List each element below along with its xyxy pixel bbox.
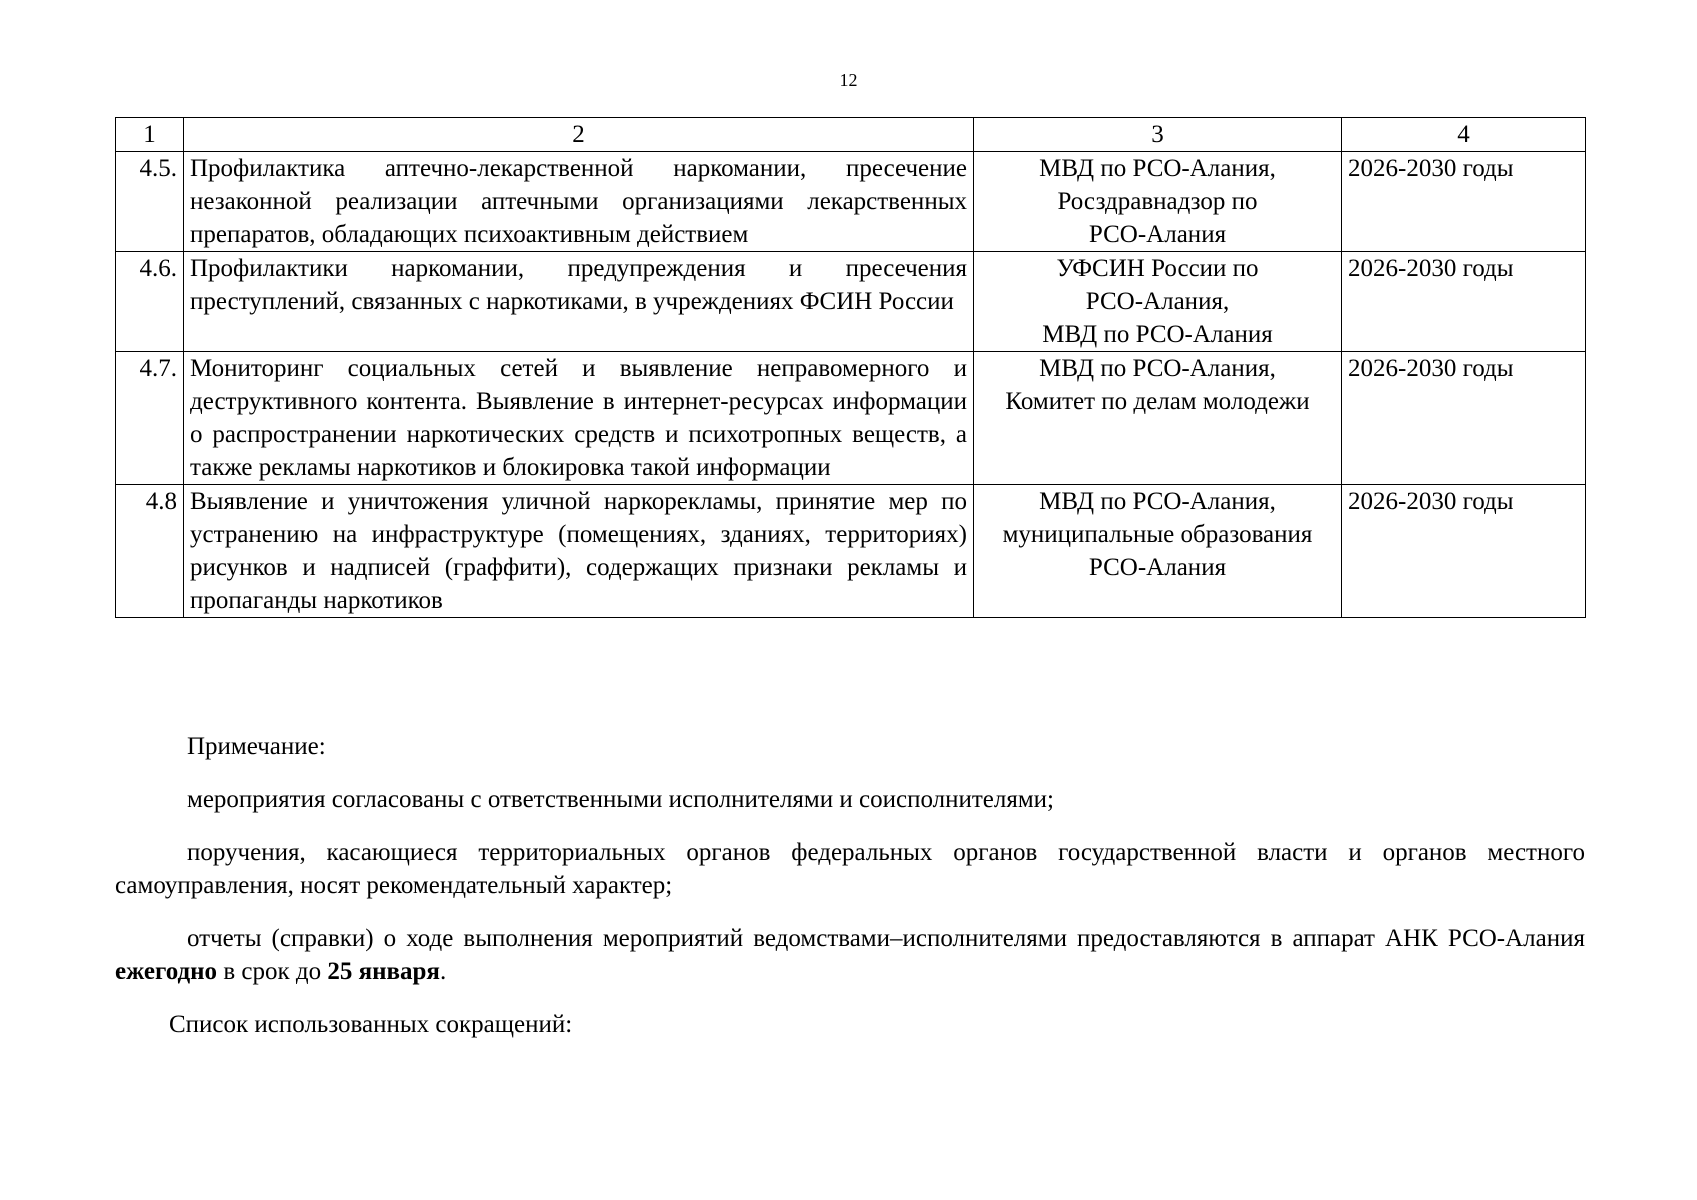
measures-table [115,117,1586,618]
table-row [116,152,1586,252]
executor-cell [974,352,1342,485]
note-text: отчеты (справки) о ходе выполнения мероприятий ведомствами–исполнителями предоставляются в аппарат АНК РСО-Алания [187,925,1585,952]
table-header-row [116,118,1586,152]
measure-text: Выявление и уничтожения уличной наркорекламы, принятие мер по устранению на инфраструктуре (помещениях, зданиях, территориях) рисунков и надписей (граффити), содержащих признаки рекламы и пропаганды наркотиков [184,485,974,618]
term-cell: 2026-2030 годы [1342,485,1586,618]
executor-line: Росздравнадзор по [1057,188,1258,215]
executor-cell [974,252,1342,352]
note-item-reports [115,922,1585,988]
row-number: 4.5. [116,152,184,252]
abbreviations-title: Список использованных сокращений: [169,1011,573,1038]
table-row [116,252,1586,352]
note-bold-annually: ежегодно [115,958,218,985]
header-col-4: 4 [1342,118,1586,152]
term-cell: 2026-2030 годы [1342,252,1586,352]
executor-line: РСО-Алания [1088,221,1227,248]
row-number: 4.6. [116,252,184,352]
executor-line: МВД по РСО-Алания, [1039,355,1276,382]
note-item: мероприятия согласованы с ответственными исполнителями и соисполнителями; [187,786,1055,813]
executor-line: МВД по РСО-Алания, [1039,155,1276,182]
row-number: 4.8 [116,485,184,618]
table-row [116,352,1586,485]
executor-line: РСО-Алания [1088,554,1227,581]
note-text: . [439,958,447,985]
notes-section [115,730,1585,1061]
term-cell: 2026-2030 годы [1342,152,1586,252]
measure-text: Профилактика аптечно-лекарственной наркомании, пресечение незаконной реализации аптечными организациями лекарственных препаратов, обладающих психоактивным действием [184,152,974,252]
executor-line: УФСИН России по [1056,255,1259,282]
executor-line: МВД по РСО-Алания [1042,321,1273,348]
executor-line: Комитет по делам молодежи [1005,388,1310,415]
note-item: поручения, касающиеся территориальных органов федеральных органов государственной власти и органов местного самоуправления, носят рекомендательный характер; [115,839,1585,899]
executor-cell [974,485,1342,618]
measure-text: Мониторинг социальных сетей и выявление неправомерного и деструктивного контента. Выявление в интернет-ресурсах информации о распространении наркотических средств и психотропных веществ, а также рекламы наркотиков и блокировка такой информации [184,352,974,485]
note-text: в срок до [217,958,328,985]
measure-text: Профилактики наркомании, предупреждения и пресечения преступлений, связанных с наркотиками, в учреждениях ФСИН России [184,252,974,352]
header-col-2: 2 [184,118,974,152]
page-number: 12 [839,70,858,90]
header-col-3: 3 [974,118,1342,152]
note-bold-deadline: 25 января [327,958,440,985]
term-cell: 2026-2030 годы [1342,352,1586,485]
notes-title: Примечание: [187,733,326,760]
executor-cell [974,152,1342,252]
executor-line: МВД по РСО-Алания, [1039,488,1276,515]
row-number: 4.7. [116,352,184,485]
executor-line: РСО-Алания, [1085,288,1230,315]
table-row [116,485,1586,618]
executor-line: муниципальные образования [1002,521,1313,548]
header-col-1: 1 [116,118,184,152]
